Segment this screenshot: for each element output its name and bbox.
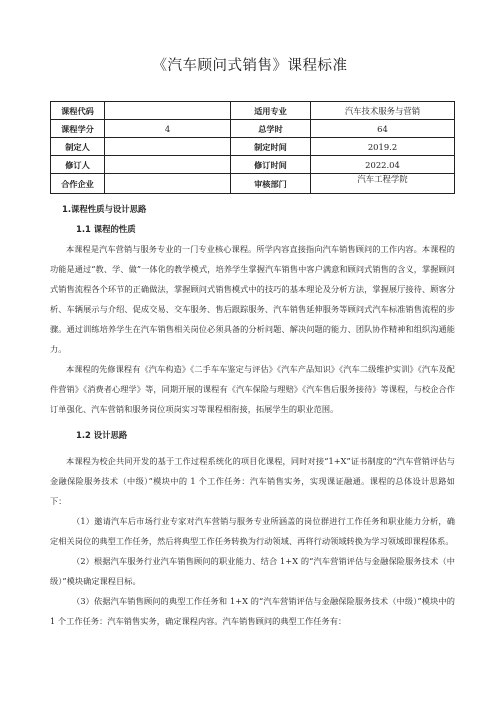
value-credits: 4 [105, 120, 231, 138]
label-course-code: 课程代码 [51, 102, 105, 120]
label-reviser: 修订人 [51, 156, 105, 174]
label-credits: 课程学分 [51, 120, 105, 138]
value-author [105, 138, 231, 156]
table-row [51, 156, 455, 174]
value-partner-company [105, 174, 231, 194]
value-review-dept: 汽车工程学院 [311, 174, 455, 194]
label-created-date: 制定时间 [231, 138, 311, 156]
label-revised-date: 修订时间 [231, 156, 311, 174]
label-author: 制定人 [51, 138, 105, 156]
table-row [51, 174, 455, 194]
paragraph: 本课程是汽车营销与服务专业的一门专业核心课程。所学内容直接指向汽车销售顾问的工作内容。本课程的功能是通过“教、学、做”一体化的教学模式，培养学生掌握汽车销售中客户满意和顾问式销售的含义，掌握顾问式销售流程各个环节的正确做法，掌握顾问式销售模式中的技巧的基本理论及分析方法，掌握展厅接待、顾客分析、车辆展示与介绍、促成交易、交车服务、售后跟踪服务、汽车销售延伸服务等顾问式汽车标准销售流程的步骤。通过训练培养学生在汽车销售相关岗位必须具备的分析问题、解决问题的能力、团队协作精神和组织沟通能力。 [50, 244, 455, 354]
subsection-heading: 1.1 课程的性质 [76, 224, 136, 234]
label-partner-company: 合作企业 [51, 174, 105, 194]
table-row [51, 120, 455, 138]
value-revised-date: 2022.04 [311, 156, 455, 174]
paragraph: 本课程为校企共同开发的基于工作过程系统化的项目化课程，同时对接“1+X”证书制度的“汽车营销评估与金融保险服务技术（中级）”模块中的 1 个工作任务：汽车销售实务，实现课证融通。课程的总体设计思路如下： [50, 456, 455, 506]
course-info-table [50, 101, 455, 194]
label-major: 适用专业 [231, 102, 311, 120]
value-course-code [105, 102, 231, 120]
table-row [51, 138, 455, 156]
section-heading: 1.课程性质与设计思路 [62, 204, 147, 214]
paragraph: （3）依据汽车销售顾问的典型工作任务和 1+X 的“汽车营销评估与金融保险服务技术（中级）”模块中的 1 个工作任务：汽车销售实务，确定课程内容。汽车销售顾问的典型工作任务有： [50, 596, 455, 626]
value-created-date: 2019.2 [311, 138, 455, 156]
value-total-hours: 64 [311, 120, 455, 138]
value-reviser [105, 156, 231, 174]
paragraph: 本课程的先修课程有《汽车构造》《二手车车鉴定与评估》《汽车产品知识》《汽车二级维护实训》《汽车及配件营销》《消费者心理学》等，同期开展的课程有《汽车保险与理赔》《汽车售后服务接待》等课程，与校企合作订单强化、汽车营销和服务岗位项岗实习等课程相衔接，拓展学生的职业范围。 [50, 364, 455, 414]
paragraph: （1）邀请汽车后市场行业专家对汽车营销与服务专业所涵盖的岗位群进行工作任务和职业能力分析，确定相关岗位的典型工作任务，然后将典型工作任务转换为行动领域、再将行动领域转换为学习领域即课程体系。 [50, 516, 455, 546]
label-total-hours: 总学时 [231, 120, 311, 138]
value-major: 汽车技术服务与营销 [311, 102, 455, 120]
page-title: 《汽车顾问式销售》课程标准 [152, 58, 348, 74]
label-review-dept: 审核部门 [231, 174, 311, 194]
paragraph: （2）根据汽车服务行业汽车销售顾问的职业能力、结合 1+X 的“汽车营销评估与金融保险服务技术（中级）”模块确定课程目标。 [50, 556, 455, 586]
table-row [51, 102, 455, 120]
document-body [50, 199, 455, 631]
subsection-heading: 1.2 设计思路 [76, 430, 128, 440]
